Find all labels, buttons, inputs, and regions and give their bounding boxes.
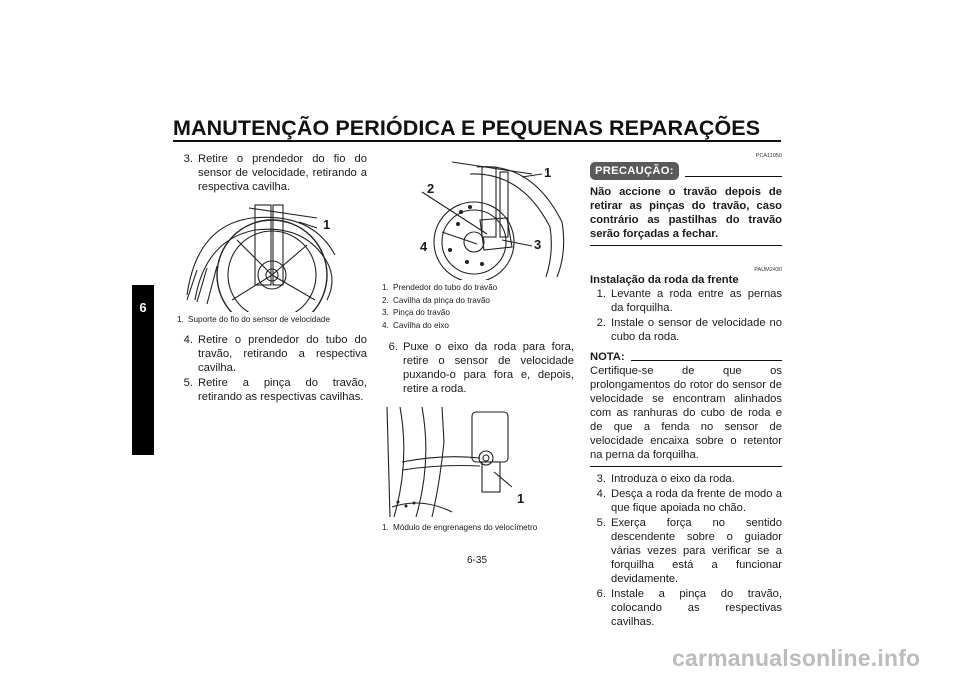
figure-1-captions: [177, 314, 367, 327]
column-left: [177, 152, 367, 405]
caption-number: 3.: [382, 308, 389, 317]
section-title: Instalação da roda da frente: [590, 274, 739, 286]
install-step-6: [590, 587, 782, 629]
caption-number: 1.: [382, 523, 389, 532]
caution-code: PCA11050: [755, 153, 782, 159]
step-number: 3.: [596, 473, 606, 485]
watermark: carmanualsonline.info: [672, 645, 921, 671]
column-right: [590, 152, 782, 630]
step-number: 5.: [183, 376, 193, 389]
step-number: 3.: [183, 153, 193, 165]
figure-callout-3: 3: [534, 237, 542, 252]
caption-text: Módulo de engrenagens do velocímetro: [393, 523, 538, 532]
step-text: Desça a roda da frente de modo a que fique apoiada no chão.: [611, 488, 782, 514]
caption-text: Prendedor do tubo do travão: [393, 283, 498, 292]
step-number: 6.: [596, 588, 606, 600]
install-step-4: [590, 487, 782, 515]
caption-item: [382, 320, 574, 333]
figure-speed-sensor-holder: [177, 200, 352, 312]
figure-callout: 1: [323, 217, 331, 232]
section-code: PAUM2430: [754, 267, 782, 273]
column-middle: [382, 152, 574, 535]
step-6-pull-out-axle: [382, 340, 574, 396]
figure-2-captions: [382, 282, 574, 332]
caption-number: 4.: [382, 320, 389, 330]
step-text: Retire o prendedor do fio do sensor de velocidade, retirando a respectiva cavilha.: [198, 153, 367, 193]
caption-number: 2.: [382, 295, 389, 305]
caution-header: [590, 162, 782, 180]
figure-callout-4: 4: [420, 239, 428, 254]
step-text: Levante a roda entre as pernas da forquilha.: [611, 288, 782, 314]
step-number: 6.: [388, 341, 398, 353]
caption-item: [382, 295, 574, 308]
note-rule: [631, 360, 782, 361]
step-text: Introduza o eixo da roda.: [611, 473, 735, 485]
caution-badge: PRECAUÇÃO:: [590, 162, 679, 180]
note-label: NOTA:: [590, 351, 625, 363]
caption-item: [177, 314, 367, 327]
caption-number: 1.: [382, 283, 389, 292]
step-5-remove-brake-caliper: [177, 376, 367, 404]
note-text: Certifique-se de que os prolongamentos do rotor do sensor de velocidade se encontram alinhados com as ranhuras do cubo de roda e de que a fenda no sensor de velocidade encaixa sobre o retentor na perna da forquilha.: [590, 364, 782, 467]
caption-text: Cavilha da pinça do travão: [393, 295, 490, 305]
caption-number: 1.: [177, 315, 184, 324]
figure-3-captions: [382, 522, 574, 535]
chapter-tab: [132, 285, 154, 455]
install-step-2: [590, 316, 782, 344]
install-step-1: [590, 287, 782, 315]
speedometer-gear-illustration: [382, 402, 532, 520]
step-text: Instale a pinça do travão, colocando as respectivas cavilhas.: [611, 588, 782, 628]
step-number: 4.: [596, 488, 606, 500]
caption-text: Cavilha do eixo: [393, 320, 449, 330]
figure-callout-2: 2: [427, 181, 435, 196]
step-number: 1.: [596, 288, 606, 300]
page-number: 6-35: [467, 555, 488, 566]
chapter-tab-number: 6: [139, 300, 147, 315]
step-3-remove-sensor-holder: [177, 152, 367, 194]
step-4-remove-brake-hose-holder: [177, 333, 367, 375]
caution-rule: [685, 176, 782, 177]
caption-text: Suporte do fio do sensor de velocidade: [188, 315, 331, 324]
figure-speedometer-gear: [382, 402, 532, 520]
title-rule: [173, 140, 781, 142]
caption-item: [382, 522, 574, 535]
step-number: 5.: [596, 517, 606, 529]
step-text: Puxe o eixo da roda para fora, retire o sensor de velocidade puxando-o para fora e, depois, retire a roda.: [403, 341, 574, 395]
caption-item: [382, 307, 574, 320]
step-text: Retire o prendedor do tubo do travão, retirando a respectiva cavilha.: [198, 333, 367, 374]
step-text: Retire a pinça do travão, retirando as respectivas cavilhas.: [198, 376, 367, 403]
step-text: Exerça força no sentido descendente sobre o guiador várias vezes para verificar se a forquilha está a funcionar devidamente.: [611, 517, 782, 585]
step-text: Instale o sensor de velocidade no cubo da roda.: [611, 317, 782, 343]
caution-text: Não accione o travão depois de retirar as pinças do travão, caso contrário as pastilhas do travão serão forçadas a fechar.: [590, 185, 782, 246]
figure-brake-caliper: [382, 152, 574, 280]
install-step-3: [590, 472, 782, 486]
note-header: [590, 350, 782, 364]
step-number: 2.: [596, 317, 606, 329]
figure-callout: 1: [517, 491, 525, 506]
install-step-5: [590, 516, 782, 586]
figure-callout-1: 1: [544, 165, 552, 180]
page-title: MANUTENÇÃO PERIÓDICA E PEQUENAS REPARAÇÕES: [173, 116, 761, 140]
caption-item: [382, 282, 574, 295]
step-number: 4.: [183, 333, 193, 346]
caption-text: Pinça do travão: [393, 308, 450, 317]
